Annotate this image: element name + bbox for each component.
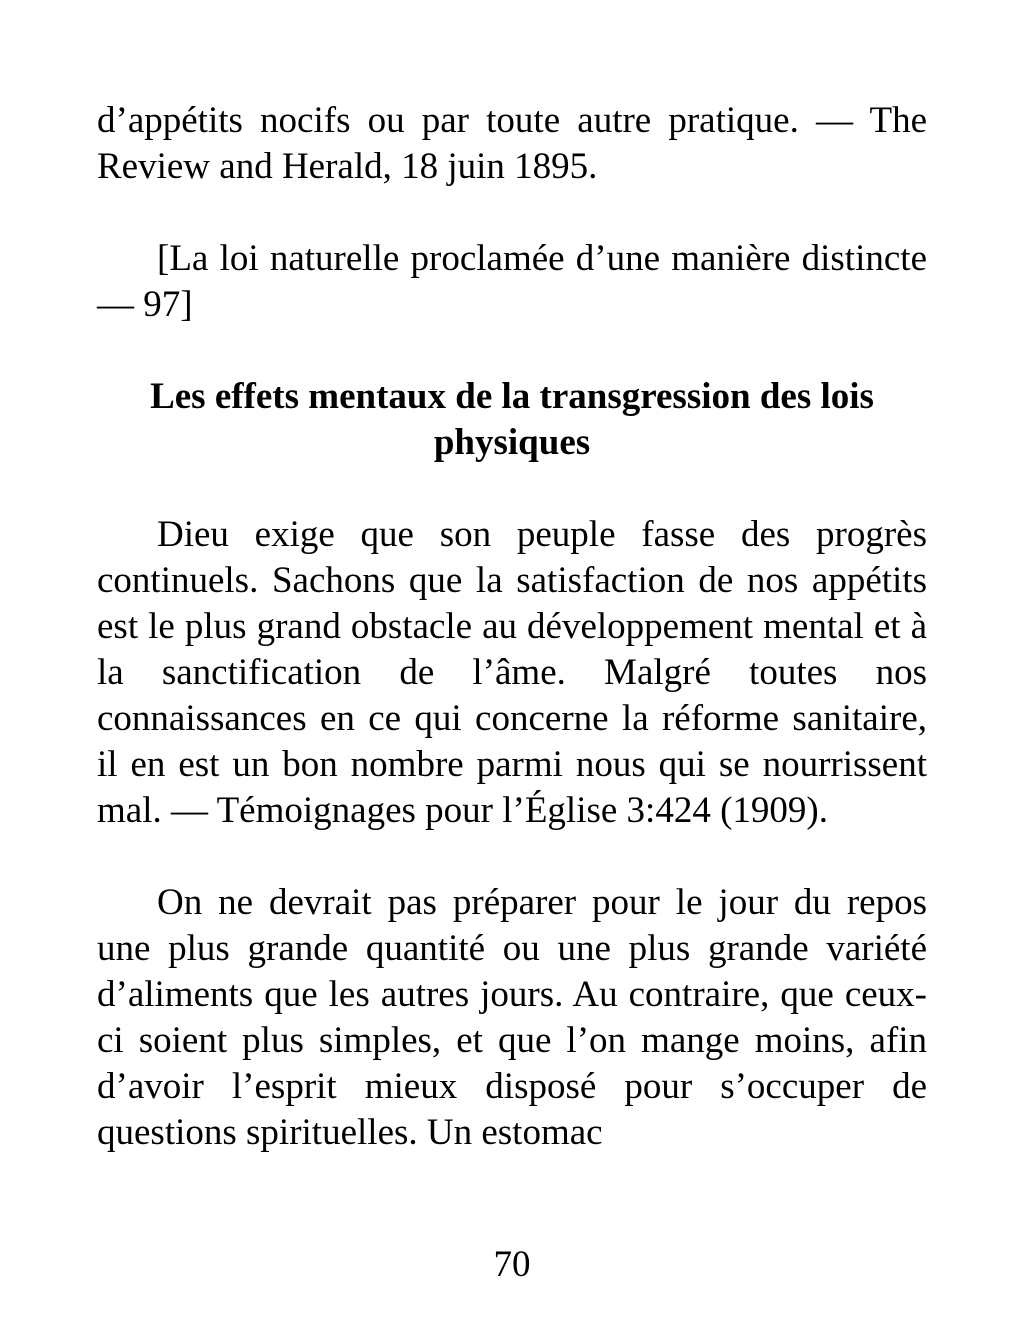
body-paragraph-1: Dieu exige que son peuple fasse des progrès continuels. Sachons que la satisfaction de nos appétits est le plus grand obstacle au développement mental et à la sanctification de l’âme. Malgré toutes nos connaissances en ce qui concerne la réforme sanitaire, il en est un bon nombre parmi nous qui se nourrissent mal. — Témoignages pour l’Église 3:424 (1909).	[97, 514, 927, 831]
page-reference: [La loi naturelle proclamée d’une manière distincte — 97]	[97, 238, 927, 325]
body-paragraph-2: On ne devrait pas préparer pour le jour du repos une plus grande quantité ou une plus grande variété d’aliments que les autres jours. Au contraire, que ceux-ci soient plus simples, et que l’on mange moins, afin d’avoir l’esprit mieux disposé pour s’occuper de questions spirituelles. Un estomac	[97, 882, 927, 1153]
page-number: 70	[493, 1244, 531, 1285]
section-heading: Les effets mentaux de la transgression des lois physiques	[150, 376, 874, 463]
continuation-paragraph: d’appétits nocifs ou par toute autre pratique. — The Review and Herald, 18 juin 1895.	[97, 100, 927, 187]
page-body	[97, 98, 927, 1156]
